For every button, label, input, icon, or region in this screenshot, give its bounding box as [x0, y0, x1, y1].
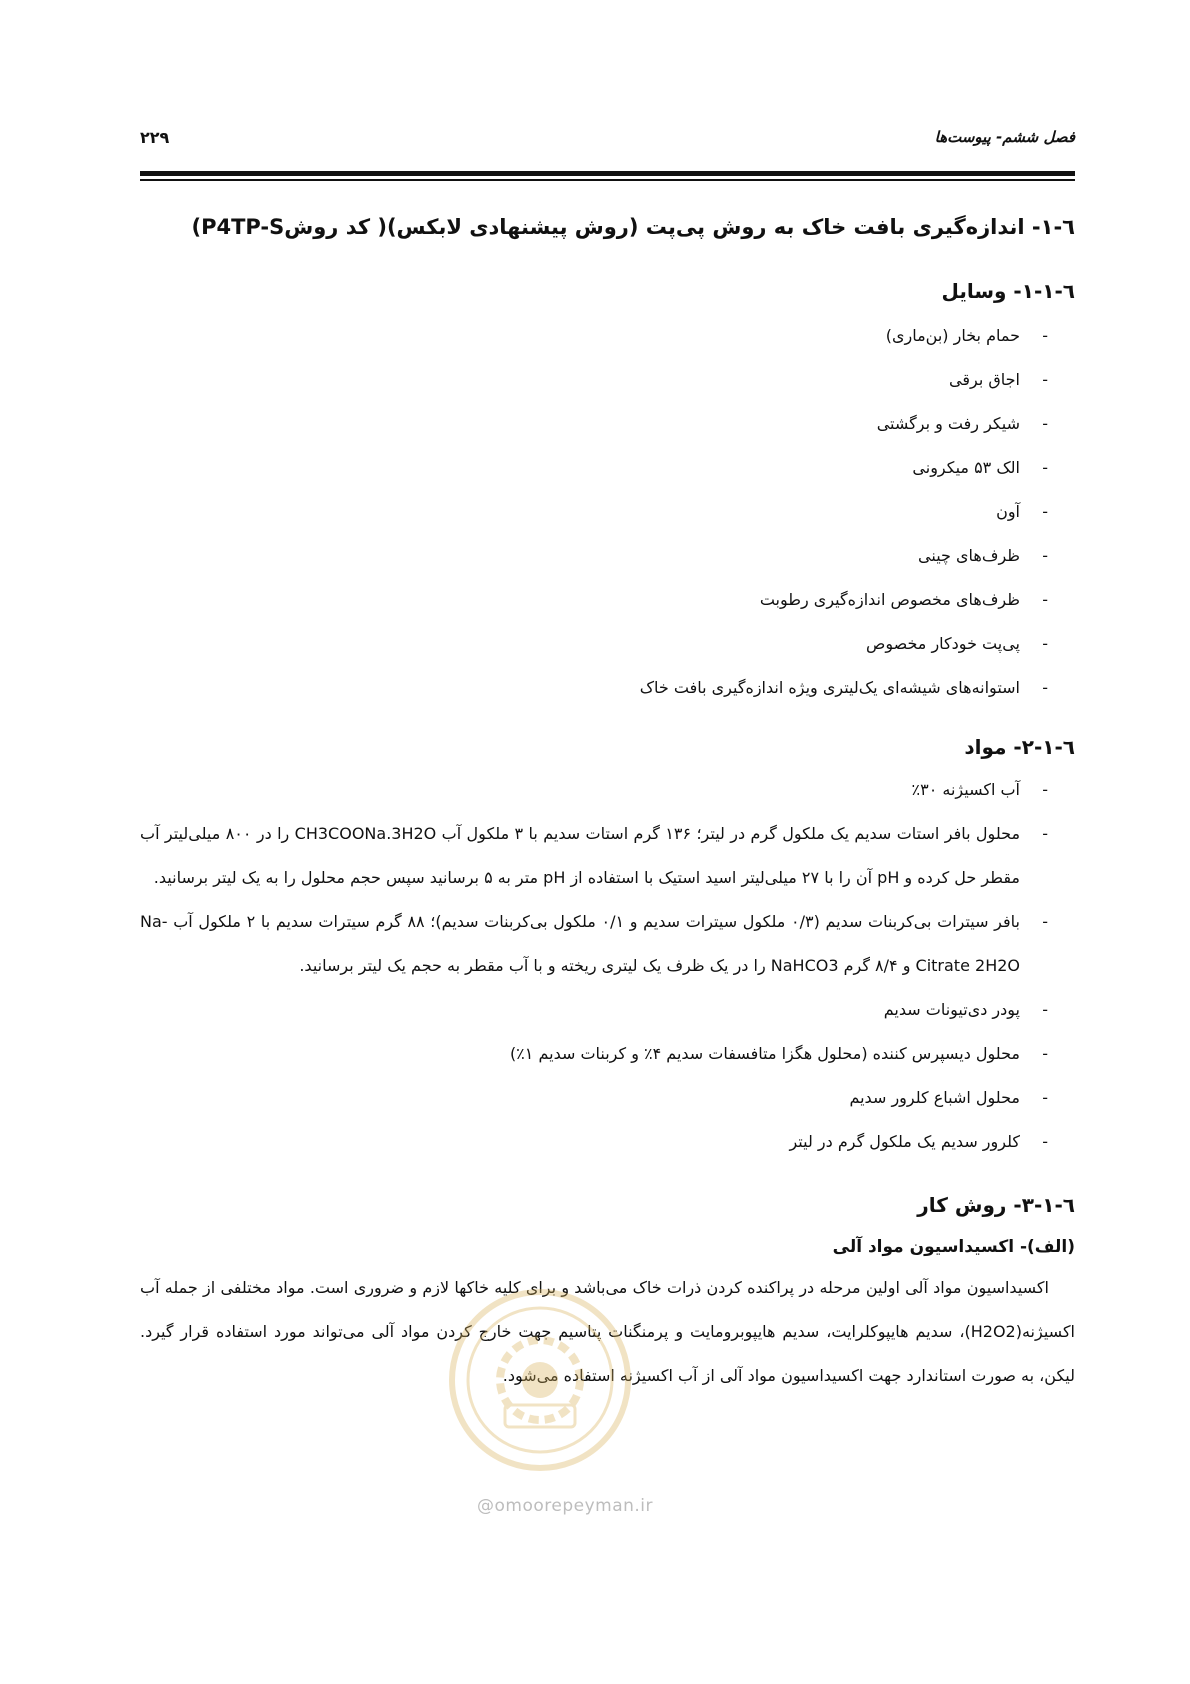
- list-item: - محلول دیسپرس کننده (محلول هگزا متافسفات سدیم ۴٪ و کربنات سدیم ۱٪): [509, 1044, 1048, 1063]
- equipment-list: [140, 314, 1075, 710]
- list-item: - ظرف‌های مخصوص اندازه‌گیری رطوبت: [759, 590, 1048, 609]
- procedure-paragraph: اکسیداسیون مواد آلی اولین مرحله در پراکنده کردن ذرات خاک می‌باشد و برای کلیه خاکها لازم و ضروری است. مواد مختلفی از جمله آب اکسیژنه(H2O2)، سدیم هایپوکلرایت، سدیم هایپوبرومایت و پرمنگنات پتاسیم جهت خارج کردن مواد آلی می‌تواند مورد استفاده قرار گیرد. لیکن، به صورت استاندارد جهت اکسیداسیون مواد آلی از آب اکسیژنه استفاده می‌شود.: [140, 1278, 1075, 1385]
- materials-list: [140, 768, 1075, 1164]
- list-item: - ظرف‌های چینی: [918, 546, 1048, 565]
- section-title: ٦-١- اندازه‌گیری بافت خاک به روش پی‌پت (روش پیشنهادی لابکس)( کد روشP4TP-S): [191, 215, 1075, 239]
- running-header: [140, 128, 1075, 158]
- list-item: - بافر سیترات بی‌کربنات سدیم (۰/۳ ملکول سیترات سدیم و ۰/۱ ملکول بی‌کربنات سدیم)؛ ۸۸ گرم سیترات سدیم با ۲ ملکول آب Na-Citrate 2H2O و ۸/۴ گرم NaHCO3 را در یک ظرف یک لیتری ریخته و با آب مقطر به حجم یک لیتر برسانید.: [140, 912, 1048, 975]
- header-rule-thin: [140, 179, 1075, 181]
- list-item: - محلول بافر استات سدیم یک ملکول گرم در لیتر؛ ۱۳۶ گرم استات سدیم با ۳ ملکول آب CH3COONa.3H2O را در ۸۰۰ میلی‌لیتر آب مقطر حل کرده و pH آن را با ۲۷ میلی‌لیتر اسید استیک با استفاده از pH متر به ۵ برسانید سپس حجم محلول را به یک لیتر برسانید.: [140, 824, 1048, 887]
- materials-title: ٦-١-٢- مواد: [964, 735, 1075, 759]
- list-item: - استوانه‌های شیشه‌ای یک‌لیتری ویژه اندازه‌گیری بافت خاک: [639, 678, 1048, 697]
- page-content: [140, 210, 1075, 1398]
- header-rule-thick: [140, 171, 1075, 176]
- seal-icon: [445, 1285, 635, 1475]
- list-item: - اجاق برقی: [949, 370, 1048, 389]
- equipment-title: ٦-١-١- وسایل: [941, 279, 1075, 303]
- list-item: - پی‌پت خودکار مخصوص: [865, 634, 1048, 653]
- list-item: - حمام بخار (بن‌ماری): [885, 326, 1048, 345]
- list-item: - محلول اشباع کلرور سدیم: [849, 1088, 1048, 1107]
- chapter-title: فصل ششم- پیوست‌ها: [934, 128, 1075, 146]
- page-number: ۲۲۹: [140, 128, 170, 147]
- list-item: - الک ۵۳ میکرونی: [912, 458, 1048, 477]
- list-item: - پودر دی‌تیونات سدیم: [883, 1000, 1048, 1019]
- list-item: - کلرور سدیم یک ملکول گرم در لیتر: [789, 1132, 1048, 1151]
- procedure-title: ٦-١-٣- روش کار: [917, 1193, 1075, 1217]
- procedure-subtitle: (الف)- اکسیداسیون مواد آلی: [832, 1237, 1075, 1257]
- list-item: - آب اکسیژنه ۳۰٪: [911, 780, 1048, 799]
- list-item: - شیکر رفت و برگشتی: [876, 414, 1048, 433]
- list-item: - آون: [996, 502, 1048, 521]
- watermark-url: @omoorepeyman.ir: [476, 1496, 654, 1516]
